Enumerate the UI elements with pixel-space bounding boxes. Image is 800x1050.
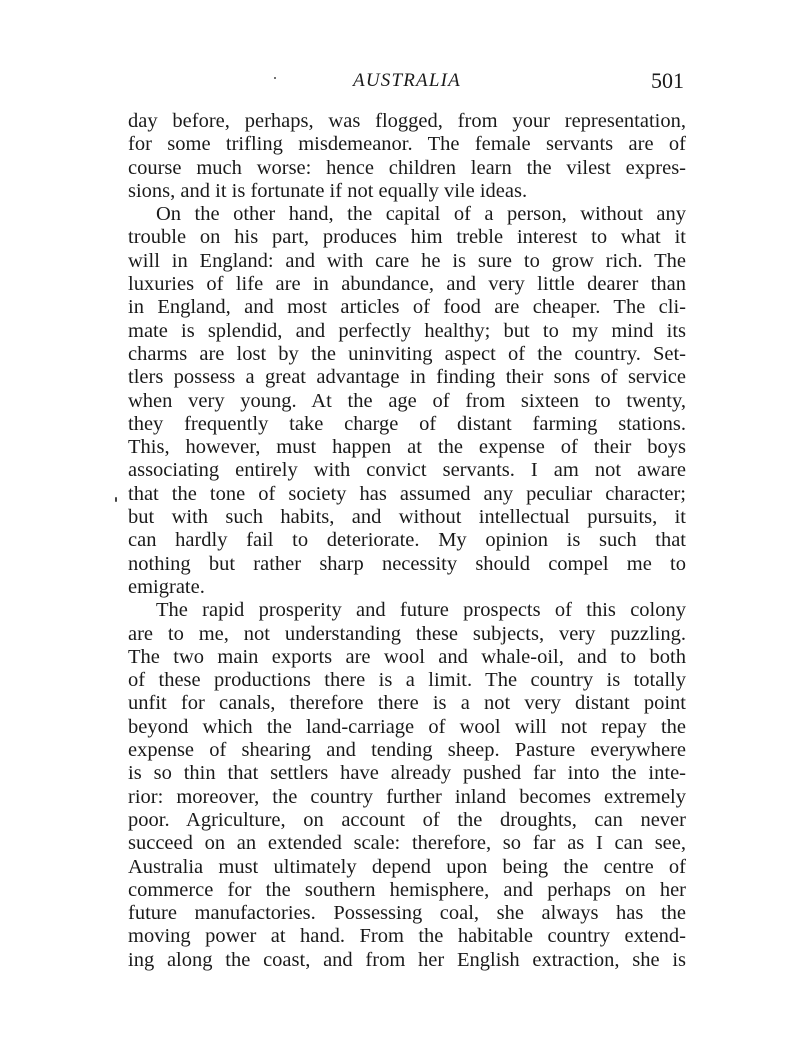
- text-line: course much worse: hence children learn the vilest expres-: [128, 156, 686, 179]
- text-line: for some trifling misdemeanor. The female servants are of: [128, 133, 686, 156]
- print-speck: [274, 77, 276, 79]
- text-line: Australia must ultimately depend upon being the centre of: [128, 855, 686, 878]
- text-line: succeed on an extended scale: therefore, so far as I can see,: [128, 832, 686, 855]
- text-line: rior: moreover, the country further inland becomes extremely: [128, 785, 686, 808]
- text-line: will in England: and with care he is sure to grow rich. The: [128, 249, 686, 272]
- text-line: mate is splendid, and perfectly healthy; but to my mind its: [128, 319, 686, 342]
- page-number: 501: [651, 68, 684, 93]
- text-line: The two main exports are wool and whale-oil, and to both: [128, 645, 686, 668]
- text-line: associating entirely with convict servants. I am not aware: [128, 459, 686, 482]
- text-line: emigrate.: [128, 575, 205, 598]
- running-head: [128, 70, 686, 100]
- text-line: day before, perhaps, was flogged, from your representation,: [128, 110, 686, 132]
- text-line: nothing but rather sharp necessity should compel me to: [128, 552, 686, 575]
- text-line: can hardly fail to deteriorate. My opinion is such that: [128, 529, 686, 552]
- text-line: of these productions there is a limit. The country is totally: [128, 669, 686, 692]
- text-line: that the tone of society has assumed any peculiar character;: [128, 482, 686, 505]
- text-line: sions, and it is fortunate if not equally vile ideas.: [128, 179, 528, 202]
- text-line: tlers possess a great advantage in finding their sons of service: [128, 366, 686, 389]
- text-line: poor. Agriculture, on account of the droughts, can never: [128, 808, 686, 831]
- text-line: luxuries of life are in abundance, and very little dearer than: [128, 273, 686, 296]
- text-line: charms are lost by the uninviting aspect of the country. Set-: [128, 342, 686, 365]
- running-title: AUSTRALIA: [353, 70, 461, 91]
- text-line: beyond which the land-carriage of wool will not repay the: [128, 715, 686, 738]
- text-line: is so thin that settlers have already pushed far into the inte-: [128, 762, 686, 785]
- text-line: expense of shearing and tending sheep. Pasture everywhere: [128, 739, 686, 762]
- text-line: future manufactories. Possessing coal, she always has the: [128, 902, 686, 925]
- text-line: moving power at hand. From the habitable country extend-: [128, 925, 686, 948]
- body-text: [128, 110, 686, 972]
- text-line: On the other hand, the capital of a person, without any: [156, 203, 686, 226]
- text-line: they frequently take charge of distant farming stations.: [128, 412, 686, 435]
- text-line: The rapid prosperity and future prospects of this colony: [156, 599, 686, 622]
- text-line: ing along the coast, and from her English extraction, she is: [128, 948, 686, 971]
- text-line: but with such habits, and without intellectual pursuits, it: [128, 506, 686, 529]
- text-line: are to me, not understanding these subjects, very puzzling.: [128, 622, 686, 645]
- text-line: This, however, must happen at the expense of their boys: [128, 436, 686, 459]
- text-line: unfit for canals, therefore there is a not very distant point: [128, 692, 686, 715]
- text-line: when very young. At the age of from sixteen to twenty,: [128, 389, 686, 412]
- text-line: trouble on his part, produces him treble interest to what it: [128, 226, 686, 249]
- print-speck: [115, 497, 117, 502]
- text-line: in England, and most articles of food are cheaper. The cli-: [128, 296, 686, 319]
- text-line: commerce for the southern hemisphere, and perhaps on her: [128, 878, 686, 901]
